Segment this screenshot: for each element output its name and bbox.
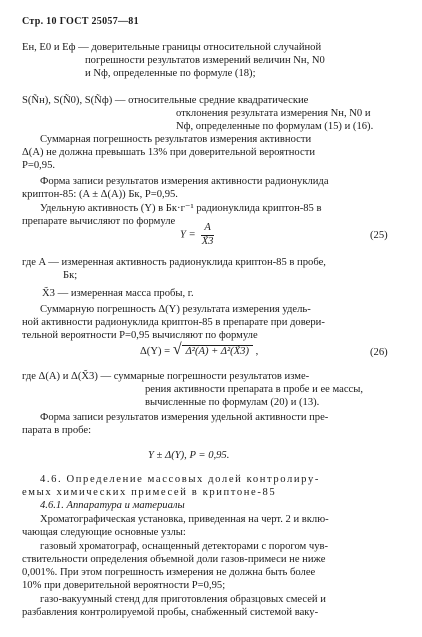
formula-radicand: Δ²(A) + Δ²(X̃3) xyxy=(182,345,253,359)
text-line: 0,001%. При этом погрешность измерения не должна быть более xyxy=(22,567,316,578)
text-line: погрешности результатов измерений величин Nн, N0 xyxy=(85,55,325,66)
text-line: рения активности препарата в пробе и ее массы, xyxy=(145,384,364,395)
text-line: S(Ñн), S(Ñ0), S(Ñф) — относительные средние квадратические xyxy=(22,95,309,106)
text-line: вычисленные по формулам (20) и (13). xyxy=(145,397,320,408)
text-line: газо-вакуумный стенд для приготовления образцовых смесей и xyxy=(40,594,326,605)
formula-tail: , xyxy=(255,346,259,357)
text-line: ствительности определения объемной доли газов-примеси не ниже xyxy=(22,554,326,565)
text-line: разбавления контролируемой пробы, снабженный системой ваку- xyxy=(22,607,319,618)
formula-numerator: A xyxy=(201,222,213,236)
text-line: чающая следующие основные узлы: xyxy=(22,527,186,538)
text-line: газовый хроматограф, оснащенный детекторами с порогом чув- xyxy=(40,541,329,552)
formula-lhs: Δ(Y) = xyxy=(140,346,171,357)
text-line: Форма записи результатов измерения удельной активности пре- xyxy=(40,412,329,423)
page-header xyxy=(22,16,139,29)
subsection-heading: 4.6.1. Аппаратура и материалы xyxy=(40,500,185,511)
text-line: Eн, E0 и Eф — доверительные границы относительной случайной xyxy=(22,42,322,53)
formula-number: (25) xyxy=(370,230,388,241)
formula-result: Y ± Δ(Y), P = 0,95. xyxy=(148,450,230,461)
text-line: X̃3 — измеренная масса пробы, г. xyxy=(42,288,194,299)
text-line: и Nф, определенные по формуле (18); xyxy=(85,68,256,79)
formula-25 xyxy=(180,222,217,248)
text-line: Бк; xyxy=(63,270,78,281)
text-line: где A — измеренная активность радионуклида криптон-85 в пробе, xyxy=(22,257,326,268)
text-line: парата в пробе: xyxy=(22,425,92,436)
text-line: препарате вычисляют по формуле xyxy=(22,216,176,227)
formula-26 xyxy=(140,341,259,359)
formula-fraction xyxy=(201,222,213,248)
text-line: тельной вероятности P=0,95 вычисляют по формуле xyxy=(22,330,258,341)
text-line: Форма записи результатов измерения активности радионуклида xyxy=(40,176,329,187)
radical-sign: √ xyxy=(172,341,182,358)
text-line: где Δ(A) и Δ(X̃3) — суммарные погрешности результатов изме- xyxy=(22,371,310,382)
section-heading: емых химических примесей в криптоне-85 xyxy=(22,487,277,498)
section-heading: 4.6. Определение массовых долей контролиру- xyxy=(40,474,320,485)
text-line: ной активности радионуклида криптон-85 в препарате при довери- xyxy=(22,317,325,328)
text-line: отклонения результата измерения Nн, N0 и xyxy=(176,108,371,119)
formula-denominator: X̃3 xyxy=(201,235,214,247)
text-line: криптон-85: (A ± Δ(A)) Бк, P=0,95. xyxy=(22,189,178,200)
text-line: Удельную активность (Y) в Бк·г⁻¹ радионуклида криптон-85 в xyxy=(40,203,322,214)
formula-number: (26) xyxy=(370,347,388,358)
text-line: Суммарная погрешность результатов измерения активности xyxy=(40,134,312,145)
text-line: Суммарную погрешность Δ(Y) результата измерения удель- xyxy=(40,304,311,315)
formula-lhs: Y = xyxy=(180,229,196,241)
text-line: Δ(A) не должна превышать 13% при доверительной вероятности xyxy=(22,147,315,158)
text-line: 10% при доверительной вероятности P=0,95; xyxy=(22,580,226,591)
text-line: Хроматографическая установка, приведенная на черт. 2 и вклю- xyxy=(40,514,329,525)
text-line: Nф, определенные по формулам (15) и (16). xyxy=(176,121,374,132)
page-header-label: Стр. 10 ГОСТ 25057—81 xyxy=(22,16,139,27)
text-line: P=0,95. xyxy=(22,160,56,171)
